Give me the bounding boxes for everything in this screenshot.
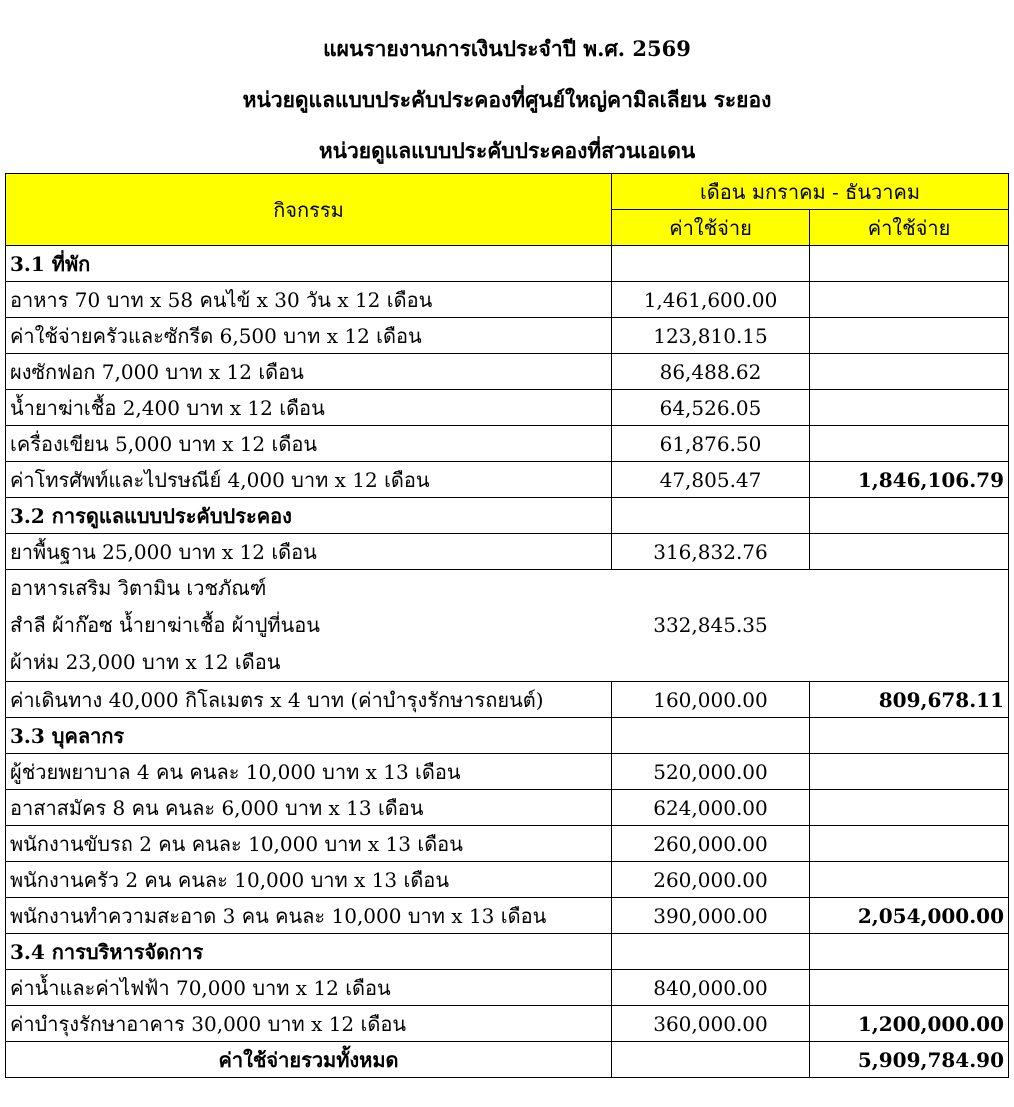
- item-amount: 160,000.00: [612, 682, 810, 718]
- item-amount: 61,876.50: [612, 426, 810, 462]
- item-label-line: สำลี ผ้าก๊อซ น้ำยาฆ่าเชื้อ ผ้าปูที่นอน: [10, 613, 320, 637]
- empty-cell: [810, 498, 1009, 534]
- table-row: [6, 390, 1009, 426]
- empty-cell: [612, 246, 810, 282]
- table-row: [6, 462, 1009, 498]
- subtotal-column-header: ค่าใช้จ่าย: [810, 210, 1009, 246]
- item-label: พนักงานครัว 2 คน คนละ 10,000 บาท x 13 เดือน: [6, 862, 612, 898]
- table-row: [6, 898, 1009, 934]
- item-label: อาหาร 70 บาท x 58 คนไข้ x 30 วัน x 12 เดือน: [6, 282, 612, 318]
- item-label: ค่าน้ำและค่าไฟฟ้า 70,000 บาท x 12 เดือน: [6, 970, 612, 1006]
- item-amount: 360,000.00: [612, 1006, 810, 1042]
- item-subtotal: [810, 390, 1009, 426]
- item-label: ยาพื้นฐาน 25,000 บาท x 12 เดือน: [6, 534, 612, 570]
- table-row: [6, 1006, 1009, 1042]
- table-row: [6, 790, 1009, 826]
- table-row: [6, 354, 1009, 390]
- activity-column-header: กิจกรรม: [6, 174, 612, 246]
- item-label: ค่าใช้จ่ายครัวและซักรีด 6,500 บาท x 12 เดือน: [6, 318, 612, 354]
- item-subtotal: [810, 790, 1009, 826]
- item-label: ค่าโทรศัพท์และไปรษณีย์ 4,000 บาท x 12 เดือน: [6, 462, 612, 498]
- item-amount-value: 332,845.35: [653, 613, 768, 637]
- item-amount: 64,526.05: [612, 390, 810, 426]
- item-subtotal: [810, 970, 1009, 1006]
- item-label: ค่าบำรุงรักษาอาคาร 30,000 บาท x 12 เดือน: [6, 1006, 612, 1042]
- section-subtotal: 809,678.11: [810, 682, 1009, 718]
- total-label: ค่าใช้จ่ายรวมทั้งหมด: [6, 1042, 612, 1078]
- item-amount: 86,488.62: [612, 354, 810, 390]
- item-subtotal: [810, 282, 1009, 318]
- item-label: ผู้ช่วยพยาบาล 4 คน คนละ 10,000 บาท x 13 เดือน: [6, 754, 612, 790]
- section-row: [6, 498, 1009, 534]
- item-subtotal: [810, 318, 1009, 354]
- item-label-multiline: [6, 570, 612, 682]
- report-subtitle-2: หน่วยดูแลแบบประคับประคองที่สวนเอเดน: [318, 138, 696, 163]
- item-amount: 1,461,600.00: [612, 282, 810, 318]
- empty-cell: [612, 1042, 810, 1078]
- table-row: [6, 534, 1009, 570]
- section-row: [6, 246, 1009, 282]
- budget-table: [5, 173, 1009, 1078]
- empty-cell: [810, 934, 1009, 970]
- item-amount: 520,000.00: [612, 754, 810, 790]
- section-row: [6, 718, 1009, 754]
- section-subtotal: 1,846,106.79: [810, 462, 1009, 498]
- period-column-header: เดือน มกราคม - ธันวาคม: [612, 174, 1009, 210]
- empty-cell: [612, 718, 810, 754]
- empty-cell: [612, 498, 810, 534]
- item-label: อาสาสมัคร 8 คน คนละ 6,000 บาท x 13 เดือน: [6, 790, 612, 826]
- item-label-line: ผ้าห่ม 23,000 บาท x 12 เดือน: [10, 650, 281, 674]
- section-title: 3.2 การดูแลแบบประคับประคอง: [6, 498, 612, 534]
- table-row: [6, 426, 1009, 462]
- table-row: [6, 318, 1009, 354]
- item-subtotal: [810, 426, 1009, 462]
- table-row: [6, 682, 1009, 718]
- header-row: [6, 174, 1009, 210]
- empty-cell: [810, 570, 1009, 682]
- empty-cell: [810, 718, 1009, 754]
- item-label-line: อาหารเสริม วิตามิน เวชภัณฑ์: [10, 576, 267, 600]
- item-label: ค่าเดินทาง 40,000 กิโลเมตร x 4 บาท (ค่าบำรุงรักษารถยนต์): [6, 682, 612, 718]
- total-row: [6, 1042, 1009, 1078]
- item-amount: [612, 570, 810, 682]
- item-label: พนักงานทำความสะอาด 3 คน คนละ 10,000 บาท x 13 เดือน: [6, 898, 612, 934]
- item-subtotal: [810, 354, 1009, 390]
- section-title: 3.4 การบริหารจัดการ: [6, 934, 612, 970]
- empty-cell: [810, 246, 1009, 282]
- section-title: 3.3 บุคลากร: [6, 718, 612, 754]
- table-row: [6, 862, 1009, 898]
- item-subtotal: [810, 826, 1009, 862]
- table-row: [6, 970, 1009, 1006]
- table-row: [6, 754, 1009, 790]
- table-row-multiline: [6, 570, 1009, 682]
- section-title: 3.1 ที่พัก: [6, 246, 612, 282]
- item-subtotal: [810, 754, 1009, 790]
- grand-total: 5,909,784.90: [810, 1042, 1009, 1078]
- item-amount: 316,832.76: [612, 534, 810, 570]
- item-amount: 123,810.15: [612, 318, 810, 354]
- item-subtotal: [810, 534, 1009, 570]
- item-amount: 260,000.00: [612, 862, 810, 898]
- item-amount: 47,805.47: [612, 462, 810, 498]
- section-row: [6, 934, 1009, 970]
- item-amount: 840,000.00: [612, 970, 810, 1006]
- table-row: [6, 282, 1009, 318]
- section-subtotal: 2,054,000.00: [810, 898, 1009, 934]
- item-subtotal: [810, 862, 1009, 898]
- report-title: แผนรายงานการเงินประจำปี พ.ศ. 2569: [323, 36, 691, 61]
- item-amount: 260,000.00: [612, 826, 810, 862]
- report-subtitle-1: หน่วยดูแลแบบประคับประคองที่ศูนย์ใหญ่คามิลเลียน ระยอง: [242, 87, 772, 112]
- expense-column-header: ค่าใช้จ่าย: [612, 210, 810, 246]
- item-amount: 624,000.00: [612, 790, 810, 826]
- item-label: พนักงานขับรถ 2 คน คนละ 10,000 บาท x 13 เดือน: [6, 826, 612, 862]
- empty-cell: [612, 934, 810, 970]
- table-row: [6, 826, 1009, 862]
- section-subtotal: 1,200,000.00: [810, 1006, 1009, 1042]
- item-label: ผงซักฟอก 7,000 บาท x 12 เดือน: [6, 354, 612, 390]
- item-label: น้ำยาฆ่าเชื้อ 2,400 บาท x 12 เดือน: [6, 390, 612, 426]
- item-label: เครื่องเขียน 5,000 บาท x 12 เดือน: [6, 426, 612, 462]
- item-amount: 390,000.00: [612, 898, 810, 934]
